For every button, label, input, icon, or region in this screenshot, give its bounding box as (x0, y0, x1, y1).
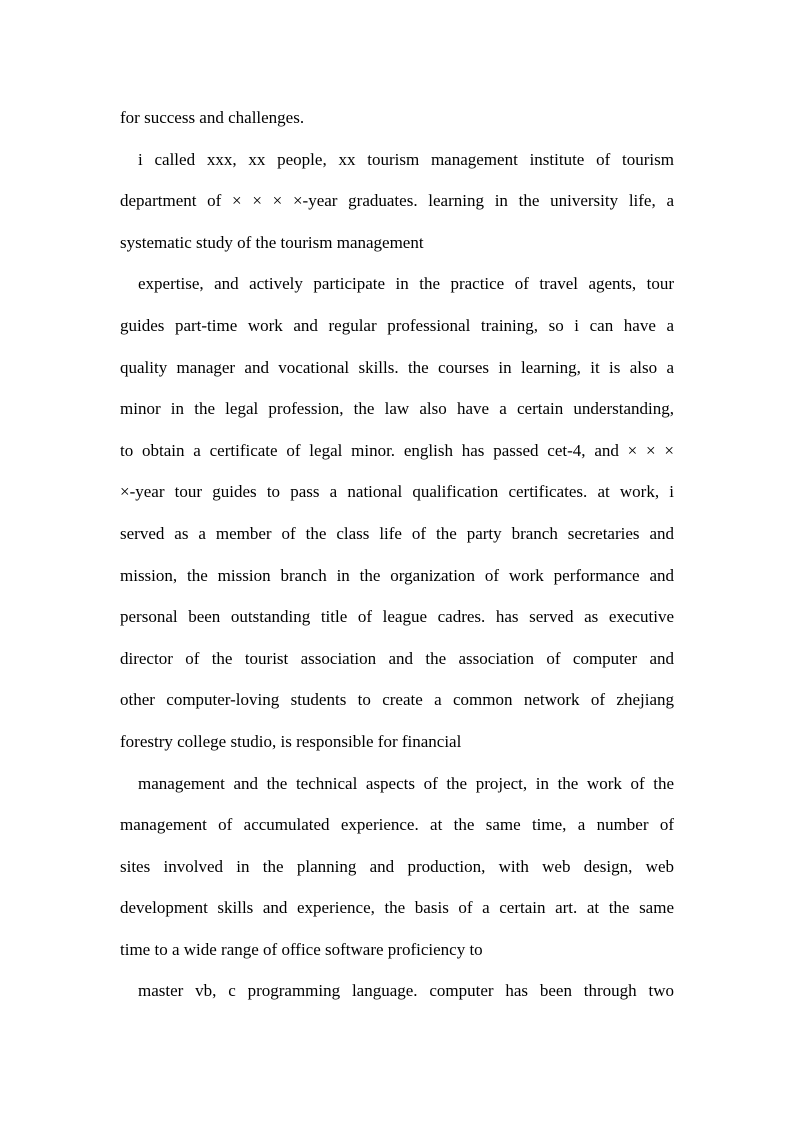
text-line: department of × × × ×-year graduates. learning in the university life, a (120, 191, 674, 211)
text-line: personal been outstanding title of league cadres. has served as executive (120, 607, 674, 627)
text-line: ×-year tour guides to pass a national qualification certificates. at work, i (120, 482, 674, 502)
text-line: expertise, and actively participate in the practice of travel agents, tour (138, 274, 674, 294)
text-line: i called xxx, xx people, xx tourism management institute of tourism (138, 149, 674, 169)
text-line: quality manager and vocational skills. the courses in learning, it is also a (120, 357, 674, 377)
text-line: development skills and experience, the basis of a certain art. at the same (120, 898, 674, 918)
text-line: to obtain a certificate of legal minor. english has passed cet-4, and × × × (120, 440, 674, 460)
text-line: for success and challenges. (120, 108, 305, 127)
text-line: guides part-time work and regular professional training, so i can have a (120, 315, 674, 335)
body-text (120, 97, 674, 1012)
text-line: forestry college studio, is responsible for financial (120, 731, 462, 751)
text-line: sites involved in the planning and production, with web design, web (120, 856, 674, 876)
text-line: director of the tourist association and the association of computer and (120, 648, 674, 668)
text-line: minor in the legal profession, the law also have a certain understanding, (120, 399, 674, 419)
text-line: mission, the mission branch in the organization of work performance and (120, 565, 674, 585)
text-line: time to a wide range of office software proficiency to (120, 939, 483, 959)
text-line: served as a member of the class life of the party branch secretaries and (120, 523, 674, 543)
text-line: management and the technical aspects of the project, in the work of the (138, 773, 674, 793)
text-line: systematic study of the tourism management (120, 232, 424, 252)
text-line: other computer-loving students to create a common network of zhejiang (120, 690, 674, 710)
text-line: master vb, c programming language. computer has been through two (138, 981, 674, 1001)
text-line: management of accumulated experience. at the same time, a number of (120, 815, 674, 835)
